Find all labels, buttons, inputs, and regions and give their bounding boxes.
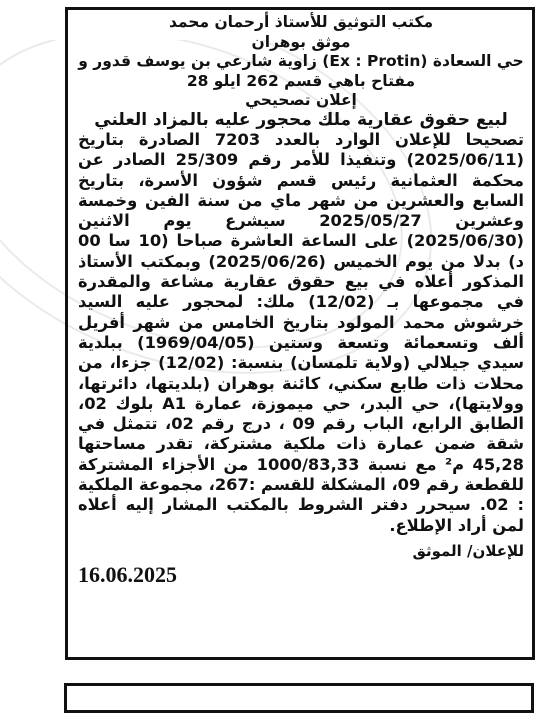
notary-address-cont: مفتاح باهي قسم 262 ايلو 28 [186,71,416,90]
notary-office-title: مكتب التوثيق للأستاذ أرحمان محمد [168,13,434,31]
legal-notice [65,7,535,660]
notice-date: 16.06.2025 [78,561,177,587]
notary-city: موثق بوهران [251,32,351,51]
next-notice-border [64,683,534,713]
notice-type: إعلان تصحيحي [245,91,357,109]
signature-label: للإعلان/ الموثق [412,541,524,560]
notice-body: تصحيحا للإعلان الوارد بالعدد 7203 الصادرة بتاريخ (2025/06/11) وتنفيذا للأمر رقم 25/309 الصادر عن محكمة العثمانية رئيس قسم شؤون الأسرة، بتاريخ السابع والعشرين من شهر ماي من سنة الفين وخمسة وعشرين 2025/05/27 سيشرع يوم الاثنين (2025/06/30) على الساعة العاشرة صباحا (10 سا 00 د) بدلا من يوم الخميس (2025/06/26) وبمكتب الأستاذ المذكور أعلاه في بيع حقوق عقارية مشاعة والمقدرة في مجموعها بـ (12/02) ملك: لمحجور عليه السيد خرشوش محمد المولود بتاريخ الخامس من شهر أفريل ألف وتسعمائة وتسعة وستين (1969/04/05) ببلدية سيدي جيلالي (ولاية تلمسان) بنسبة: (12/02) جزءا، من محلات ذات طابع سكني، كائنة بوهران (بلديتها، دائرتها، وولايتها)، حي البدر، حي ميموزة، عمارة A1 بلوك 02، الطابق الرابع، الباب رقم 09 ، درج رقم 02، تتمثل في شقة ضمن عمارة ذات ملكية مشتركة، تقدر مساحتها 45,28 م² مع نسبة 1000/83,33 من الأجزاء المشتركة للقطعة رقم 09، المشكلة للقسم :267، مجموعة الملكية : 02. سيحرر دفتر الشروط بالمكتب المشار إليه أعلاه لمن أراد الإطلاع. [78,130,525,535]
notice-subject: لبيع حقوق عقارية ملك محجور عليه بالمزاد العلني [94,109,508,130]
notary-address: حي السعادة (Ex : Protin) زاوية شارعي بن يوسف قدور و [78,52,524,70]
